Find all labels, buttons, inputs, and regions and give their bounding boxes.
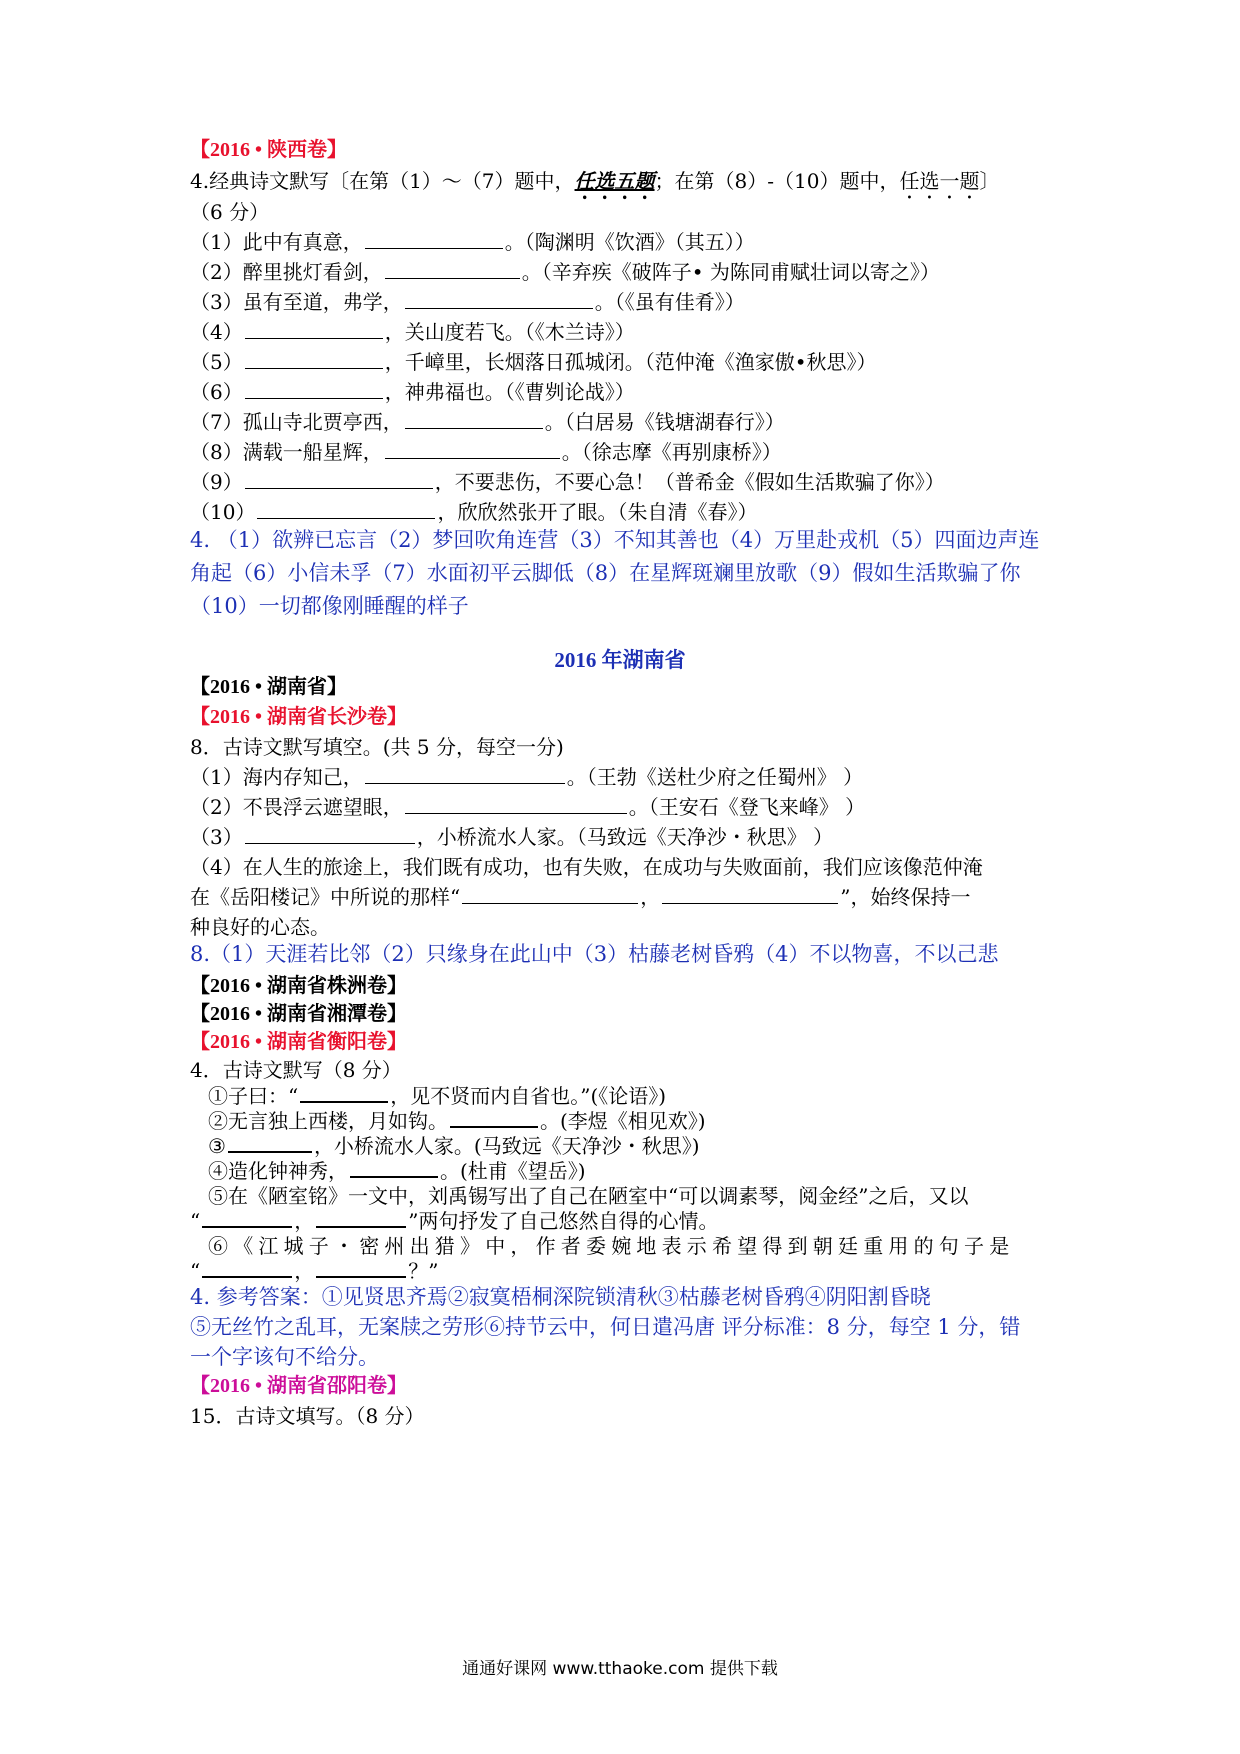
hunan-heading: 【2016 • 湖南省】 xyxy=(190,676,348,698)
fill-blank xyxy=(245,350,383,369)
fill-blank xyxy=(405,290,593,309)
item-text: ， xyxy=(294,1259,315,1283)
q4-item-6-line1: ⑥《江城子・密州出猎》中，作者委婉地表示希望得到朝廷重用的句子是 xyxy=(208,1234,1015,1258)
fill-blank xyxy=(450,1108,538,1128)
item-text: ， xyxy=(640,885,661,909)
q4-intro-c: ；在第（8）-（10）题中， xyxy=(654,169,900,193)
q8-item4-line3: 种良好的心态。 xyxy=(190,915,330,939)
item-pre: （2）不畏浮云遮望眼， xyxy=(190,795,403,819)
item-post: ，小桥流水人家。（马致远《天净沙・秋思》 ） xyxy=(416,825,834,849)
xiangtan-heading: 【2016 • 湖南省湘潭卷】 xyxy=(190,1003,408,1025)
item-text: ， xyxy=(294,1209,315,1233)
item-text: ？” xyxy=(408,1259,439,1283)
shaanxi-item xyxy=(190,499,1070,525)
item-post: 。（辛弃疾《破阵子• 为陈同甫赋壮词以寄之》） xyxy=(521,260,940,284)
q4-item-4 xyxy=(208,1158,1088,1184)
item-post: 。（徐志摩《再别康桥》） xyxy=(561,440,782,464)
q4-item-5-line2 xyxy=(190,1208,1070,1234)
fill-blank xyxy=(405,410,543,429)
q4-item-2 xyxy=(208,1108,1088,1134)
item-pre: （10） xyxy=(190,500,256,524)
shaanxi-answer: 4. （1）欲辨已忘言（2）梦回吹角连营（3）不知其善也（4）万里赴戎机（5）四面边声连角起（6）小信未孚（7）水面初平云脚低（8）在星辉斑斓里放歌（9）假如生活欺骗了你（10）一切都像刚睡醒的样子 xyxy=(190,528,1040,618)
item-post: ，千嶂里，长烟落日孤城闭。（范仲淹《渔家傲•秋思》） xyxy=(384,350,877,374)
fill-blank xyxy=(245,380,383,399)
shaoyang-heading: 【2016 • 湖南省邵阳卷】 xyxy=(190,1375,408,1397)
item-pre: （3）虽有至道，弗学， xyxy=(190,290,403,314)
item-pre: （3） xyxy=(190,825,243,849)
page-footer: 通通好课网 www.tthaoke.com 提供下载 xyxy=(462,1659,778,1679)
item-pre: （4） xyxy=(190,320,243,344)
fill-blank xyxy=(385,260,520,279)
shaanxi-item xyxy=(190,259,1070,285)
shaanxi-item xyxy=(190,439,1070,465)
shaanxi-item xyxy=(190,319,1070,345)
item-post: ，不要悲伤，不要心急！（普希金《假如生活欺骗了你》） xyxy=(434,470,945,494)
q4-item-1 xyxy=(208,1083,1088,1109)
shaanxi-q4-points: （6 分） xyxy=(190,200,270,224)
q8-answer: 8.（1）天涯若比邻（2）只缘身在此山中（3）枯藤老树昏鸦（4）不以物喜，不以己悲 xyxy=(190,942,999,966)
item-post: 。（陶渊明《饮酒》（其五）） xyxy=(504,230,755,254)
zhuzhou-heading: 【2016 • 湖南省株洲卷】 xyxy=(190,975,408,997)
item-pre: （1）海内存知己， xyxy=(190,765,363,789)
fill-blank xyxy=(316,1208,406,1228)
q8-item4-line2 xyxy=(190,884,1070,910)
q15-intro: 15．古诗文填写。（8 分） xyxy=(190,1404,425,1428)
fill-blank xyxy=(245,320,383,339)
item-pre: （6） xyxy=(190,380,243,404)
item-text: “ xyxy=(190,1209,201,1233)
item-post: ，神弗福也。（《曹刿论战》） xyxy=(384,380,635,404)
fill-blank xyxy=(350,1158,438,1178)
q4-intro-d: 任选一题 xyxy=(899,169,980,193)
q8-intro: 8．古诗文默写填空。(共 5 分，每空一分) xyxy=(190,735,564,759)
fill-blank xyxy=(228,1133,312,1153)
q4-item-5-line1: ⑤在《陋室铭》一文中，刘禹锡写出了自己在陋室中“可以调素琴，阅金经”之后，又以 xyxy=(208,1184,969,1208)
fill-blank xyxy=(365,765,565,784)
fill-blank xyxy=(300,1083,388,1103)
fill-blank xyxy=(385,440,560,459)
fill-blank xyxy=(202,1258,292,1278)
q4-intro-a: 4.经典诗文默写〔在第（1）～（7）题中， xyxy=(190,169,575,193)
item-text: ”两句抒发了自己悠然自得的心情。 xyxy=(408,1209,719,1233)
fill-blank xyxy=(405,795,627,814)
item-pre: ④造化钟神秀， xyxy=(208,1159,348,1183)
item-post: ，欣欣然张开了眼。（朱自清《春》） xyxy=(437,500,758,524)
fill-blank xyxy=(662,885,838,904)
item-pre: ③ xyxy=(208,1134,226,1158)
q4-answer-line1: 4. 参考答案：①见贤思齐焉②寂寞梧桐深院锁清秋③枯藤老树昏鸦④阴阳割昏晓 xyxy=(190,1285,931,1309)
hengyang-heading: 【2016 • 湖南省衡阳卷】 xyxy=(190,1031,408,1053)
item-pre: （8）满载一船星辉， xyxy=(190,440,383,464)
fill-blank xyxy=(202,1208,292,1228)
q4-item-3 xyxy=(208,1133,1088,1159)
q4-item-6-line2 xyxy=(190,1258,1070,1284)
shaanxi-item xyxy=(190,409,1070,435)
q8-item xyxy=(190,794,1070,820)
item-pre: （7）孤山寺北贾亭西， xyxy=(190,410,403,434)
shaanxi-item xyxy=(190,289,1070,315)
item-post: 。（《虽有佳肴》） xyxy=(594,290,745,314)
item-text: 在《岳阳楼记》中所说的那样“ xyxy=(190,885,461,909)
item-pre: ①子曰：“ xyxy=(208,1084,299,1108)
item-pre: ②无言独上西楼，月如钩。 xyxy=(208,1109,448,1133)
q4-answer-line2: ⑤无丝竹之乱耳，无案牍之劳形⑥持节云中，何日遣冯唐 评分标准：8 分，每空 1 分，错 xyxy=(190,1315,1021,1339)
hunan-title: 2016 年湖南省 xyxy=(554,648,686,672)
changsha-heading: 【2016 • 湖南省长沙卷】 xyxy=(190,706,408,728)
item-post: 。（王安石《登飞来峰》 ） xyxy=(628,795,866,819)
q8-item xyxy=(190,824,1070,850)
q8-item4-line1: （4）在人生的旅途上，我们既有成功，也有失败，在成功与失败面前，我们应该像范仲淹 xyxy=(190,855,983,879)
shaanxi-item xyxy=(190,379,1070,405)
fill-blank xyxy=(462,885,638,904)
q4-answer-line3: 一个字该句不给分。 xyxy=(190,1345,379,1369)
q4-intro: 4．古诗文默写（8 分） xyxy=(190,1058,402,1082)
item-text: “ xyxy=(190,1259,201,1283)
item-post: 。(李煜《相见欢》) xyxy=(540,1109,706,1133)
shaanxi-item xyxy=(190,349,1070,375)
fill-blank xyxy=(257,500,435,519)
shaanxi-item xyxy=(190,469,1070,495)
shaanxi-item xyxy=(190,229,1070,255)
item-post: 。(杜甫《望岳》) xyxy=(440,1159,586,1183)
q8-item xyxy=(190,764,1070,790)
fill-blank xyxy=(245,470,433,489)
item-post: ，小桥流水人家。(马致远《天净沙・秋思》) xyxy=(313,1134,700,1158)
item-post: ，关山度若飞。（《木兰诗》） xyxy=(384,320,635,344)
item-post: ，见不贤而内自省也。”(《论语》) xyxy=(390,1084,667,1108)
item-pre: （5） xyxy=(190,350,243,374)
fill-blank xyxy=(316,1258,406,1278)
item-post: 。（王勃《送杜少府之任蜀州》 ） xyxy=(566,765,864,789)
item-text: ”，始终保持一 xyxy=(840,885,971,909)
item-pre: （1）此中有真意， xyxy=(190,230,363,254)
fill-blank xyxy=(245,825,415,844)
item-post: 。（白居易《钱塘湖春行》） xyxy=(544,410,785,434)
item-pre: （2）醉里挑灯看剑， xyxy=(190,260,383,284)
shaanxi-heading: 【2016 • 陕西卷】 xyxy=(190,139,348,161)
q4-intro-b: 任选五题 xyxy=(574,169,655,193)
item-pre: （9） xyxy=(190,470,243,494)
q4-intro-e: 〕 xyxy=(979,169,1000,193)
fill-blank xyxy=(365,230,503,249)
